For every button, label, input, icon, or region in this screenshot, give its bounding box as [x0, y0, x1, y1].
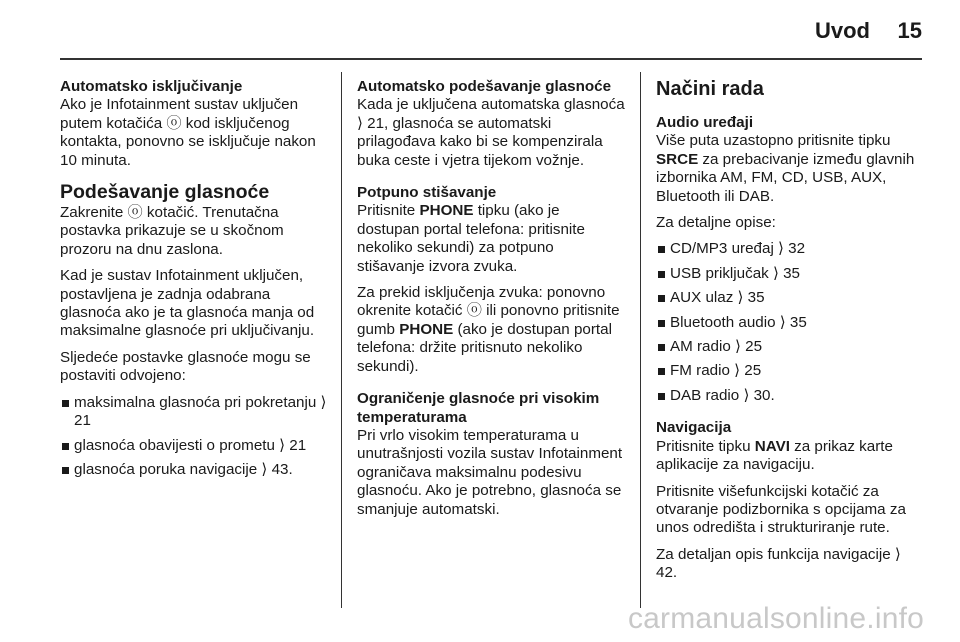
- key-label: NAVI: [754, 437, 790, 455]
- paragraph: Kad je sustav Infotainment uključen, postavljena je zadnja odabrana glasnoća ako je ta glasnoća manja od maksimalne glasnoće pri uključivanju.: [60, 267, 315, 340]
- list-item: DAB radio ⟩ 30.: [656, 387, 924, 405]
- section-auto-volume: [357, 78, 625, 170]
- paragraph: Sljedeće postavke glasnoće mogu se postaviti odvojeno:: [60, 348, 311, 385]
- paragraph: Zakrenite ⓞ kotačić. Trenutačna postavka prikazuje se u skočnom prozoru na dnu zaslona.: [60, 204, 284, 258]
- list-item: CD/MP3 uređaj ⟩ 32: [656, 240, 924, 258]
- section-heading: Podešavanje glasnoće: [60, 181, 270, 204]
- column-divider-2: [640, 72, 641, 608]
- chapter-heading: Načini rada: [656, 78, 764, 100]
- section-title: Automatsko isključivanje: [60, 78, 243, 95]
- section-title: Audio uređaji: [656, 114, 754, 131]
- list-item: Bluetooth audio ⟩ 35: [656, 314, 924, 332]
- volume-settings-list: [60, 394, 328, 480]
- list-item: glasnoća poruka navigacije ⟩ 43.: [60, 461, 328, 479]
- watermark: carmanualsonline.info: [627, 602, 924, 635]
- header-divider: [60, 58, 922, 60]
- section-auto-off: [60, 78, 328, 170]
- paragraph: Za prekid isključenja zvuka: ponovno okrenite kotačić ⓞ ili ponovno pritisnite gumb PHONE (ako je dostupan portal telefona: držite pritisnuto nekoliko sekundi).: [357, 284, 620, 375]
- section-title: Navigacija: [656, 419, 732, 437]
- section-volume: [60, 180, 328, 479]
- list-item: FM radio ⟩ 25: [656, 362, 924, 380]
- paragraph: Pri vrlo visokim temperaturama u unutrašnjosti vozila sustav Infotainment ograničava maksimalnu podesivu glasnoću. Ako je potrebno, glasnoća se smanjuje automatski.: [357, 426, 623, 518]
- paragraph: Više puta uzastopno pritisnite tipku SRCE za prebacivanje između glavnih izbornika AM, FM, CD, USB, AUX, Bluetooth ili DAB.: [656, 132, 915, 205]
- paragraph: Pritisnite višefunkcijski kotačić za otvaranje podizbornika s opcijama za unos odredišta i strukturiranje rute.: [656, 482, 906, 537]
- paragraph: Za detaljan opis funkcija navigacije ⟩ 42.: [656, 545, 901, 582]
- paragraph: Kada je uključena automatska glasnoća ⟩ 21, glasnoća se automatski prilagođava kako bi se kompenzirala buka ceste i vjetra tijekom vožnje.: [357, 96, 625, 169]
- column-3: [656, 78, 924, 593]
- column-divider-1: [341, 72, 342, 608]
- list-item: maksimalna glasnoća pri pokretanju ⟩ 21: [60, 394, 328, 431]
- list-item: USB priključak ⟩ 35: [656, 265, 924, 283]
- key-label: PHONE: [419, 202, 474, 220]
- section-temp-limit: [357, 390, 625, 519]
- list-item: AM radio ⟩ 25: [656, 338, 924, 356]
- list-item: AUX ulaz ⟩ 35: [656, 289, 924, 307]
- section-navigation: [656, 419, 924, 582]
- section-mute: [357, 184, 625, 376]
- header-title: Uvod: [815, 18, 870, 43]
- column-2: [357, 78, 625, 529]
- list-item: glasnoća obavijesti o prometu ⟩ 21: [60, 437, 328, 455]
- key-label: SRCE: [656, 150, 699, 168]
- audio-sources-list: [656, 240, 924, 405]
- paragraph: Za detaljne opise:: [656, 214, 776, 232]
- paragraph: Pritisnite tipku NAVI za prikaz karte aplikacije za navigaciju.: [656, 437, 893, 474]
- section-audio-devices: [656, 114, 924, 405]
- column-1: [60, 78, 328, 489]
- key-label: PHONE: [399, 320, 454, 338]
- section-title: Ograničenje glasnoće pri visokim temperaturama: [357, 390, 600, 426]
- section-title: Automatsko podešavanje glasnoće: [357, 78, 612, 95]
- paragraph: Ako je Infotainment sustav uključen putem kotačića ⓞ kod isključenog kontakta, ponovno se isključuje nakon 10 minuta.: [60, 96, 316, 169]
- section-title: Potpuno stišavanje: [357, 184, 497, 202]
- page-number: 15: [897, 18, 922, 43]
- paragraph: Pritisnite PHONE tipku (ako je dostupan portal telefona: pritisnite nekoliko sekundi) za potpuno stišavanje izvora zvuka.: [357, 202, 585, 275]
